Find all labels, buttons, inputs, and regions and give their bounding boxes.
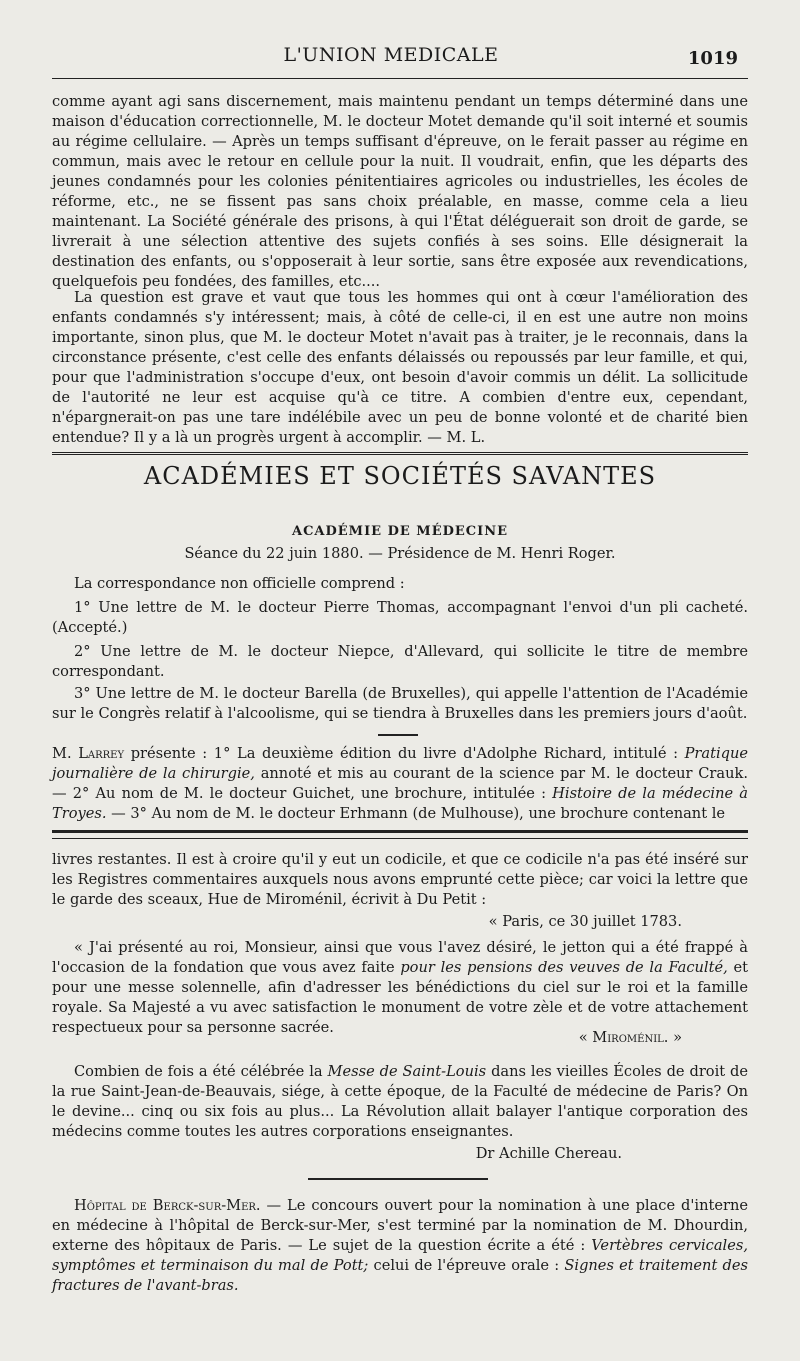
hopital-name: Hôpital de Berck-sur-Mer.	[74, 1197, 261, 1214]
larrey-name: M. Larrey	[52, 745, 125, 762]
author-signature: Dr Achille Chereau.	[475, 1145, 622, 1162]
feuilleton-paragraph-1: livres restantes. Il est à croire qu'il y eut un codicile, et que ce codicile n'a pas été inséré sur les Registres commentaires auxquels nous avons emprunté cette pièce; car voici la lettre que le garde des sceaux, Hue de Miroménil, écrivit à Du Petit :	[52, 851, 748, 908]
session-line: Séance du 22 juin 1880. — Présidence de M. Henri Roger.	[184, 545, 616, 562]
correspondance-item-1: 1° Une lettre de M. le docteur Pierre Thomas, accompagnant l'envoi d'un pli cacheté. (Accepté.)	[52, 599, 748, 636]
feuilleton-rule-thin	[52, 838, 748, 839]
letter-signature: « Miroménil. »	[578, 1029, 682, 1046]
letter-body: « J'ai présenté au roi, Monsieur, ainsi que vous l'avez désiré, le jetton qui a été frappé à l'occasion de la fondation que vous avez faite pour les pensions des veuves de la Faculté, et pour une messe solennelle, afin d'adresser les bénédictions du ciel sur le roi et la famille royale. Sa Majesté a vu avec satisfaction le monument de votre zèle et de votre attachement respectueux pour sa personne sacrée.	[52, 939, 748, 1036]
correspondance-item-2: 2° Une lettre de M. le docteur Niepce, d'Allevard, qui sollicite le titre de membre correspondant.	[52, 643, 748, 680]
correspondance-item-3: 3° Une lettre de M. le docteur Barella (de Bruxelles), qui appelle l'attention de l'Académie sur le Congrès relatif à l'alcoolisme, qui se tiendra à Bruxelles dans les premiers jours d'août.	[52, 685, 748, 722]
feuilleton-rule	[52, 830, 748, 833]
hopital-paragraph: Hôpital de Berck-sur-Mer. — Le concours ouvert pour la nomination à une place d'interne en médecine à l'hôpital de Berck-sur-Mer, s'est terminé par la nomination de M. Dhourdin, externe des hôpitaux de Paris. — Le sujet de la question écrite a été : Vertèbres cervicales, symptômes et terminaison du mal de Pott; celui de l'épreuve orale : Signes et traitement des fractures de l'avant-bras.	[52, 1197, 749, 1294]
feuilleton-paragraph-2: Combien de fois a été célébrée la Messe de Saint-Louis dans les vieilles Écoles de droit de la rue Saint-Jean-de-Beauvais, siége, à cette époque, de la Faculté de médecine de Paris? On le devine... cinq ou six fois au plus... La Révolution allait balayer l'antique corporation des médecins comme toutes les autres corporations enseignantes.	[52, 1063, 749, 1140]
book-title-1: Pratique journalière de la chirurgie,	[52, 745, 749, 782]
article-paragraph-1: comme ayant agi sans discernement, mais maintenu pendant un temps déterminé dans une maison d'éducation correctionnelle, M. le docteur Motet demande qu'il soit interné et soumis au régime cellulaire. — Après un temps suffisant d'épreuve, on le ferait passer au régime en commun, mais avec le retour en cellule pour la nuit. Il voudrait, enfin, que les départs des jeunes condamnés pour les colonies pénitentiaires agricoles ou industrielles, les écoles de réforme, etc., ne se fissent pas sans choix préalable, en masse, comme cela a lieu maintenant. La Société générale des prisons, à qui l'État déléguerait son droit de garde, se livrerait à une sélection attentive des sujets confiés à ses soins. Elle désignerait la destination des enfants, ou s'opposerait à leur sortie, sans être exposée aux revendications, quelquefois peu fondées, des familles, etc....	[52, 93, 748, 290]
section-heading: ACADÉMIES ET SOCIÉTÉS SAVANTES	[143, 462, 657, 490]
page-number: 1019	[687, 48, 738, 69]
small-divider	[378, 734, 418, 736]
academy-heading: ACADÉMIE DE MÉDECINE	[291, 524, 508, 539]
correspondance-intro: La correspondance non officielle comprend :	[74, 575, 405, 592]
book-title-2: Histoire de la médecine à Troyes.	[52, 785, 749, 822]
article-paragraph-2: La question est grave et vaut que tous les hommes qui ont à cœur l'amélioration des enfants condamnés s'y intéressent; mais, à côté de celle-ci, il en est une autre non moins importante, sinon plus, que M. le docteur Motet n'avait pas à traiter, je le reconnais, dans la circonstance présente, c'est celle des enfants délaissés ou repoussés par leur famille, et qui, pour que l'administration s'occupe d'eux, ont besoin d'avoir commis un délit. La sollicitude de l'autorité ne leur est acquise qu'à ce titre. A combien d'entre eux, cependant, n'épargnerait-on pas une tare indélébile avec un peu de bonne volonté et de charité bien entendue? Il y a là un progrès urgent à accomplir. — M. L.	[52, 289, 748, 446]
journal-title: L'UNION MEDICALE	[283, 44, 499, 66]
section-rule	[52, 452, 748, 455]
letter-date: « Paris, ce 30 juillet 1783.	[488, 913, 682, 930]
short-divider	[308, 1178, 488, 1180]
page-header	[52, 44, 738, 74]
larrey-paragraph: M. Larrey présente : 1° La deuxième édition du livre d'Adolphe Richard, intitulé : Pratique journalière de la chirurgie, annoté et mis au courant de la science par M. le docteur Crauk. — 2° Au nom de M. le docteur Guichet, une brochure, intitulée : Histoire de la médecine à Troyes. — 3° Au nom de M. le docteur Erhmann (de Mulhouse), une brochure contenant le	[52, 745, 749, 822]
header-rule	[52, 78, 748, 79]
